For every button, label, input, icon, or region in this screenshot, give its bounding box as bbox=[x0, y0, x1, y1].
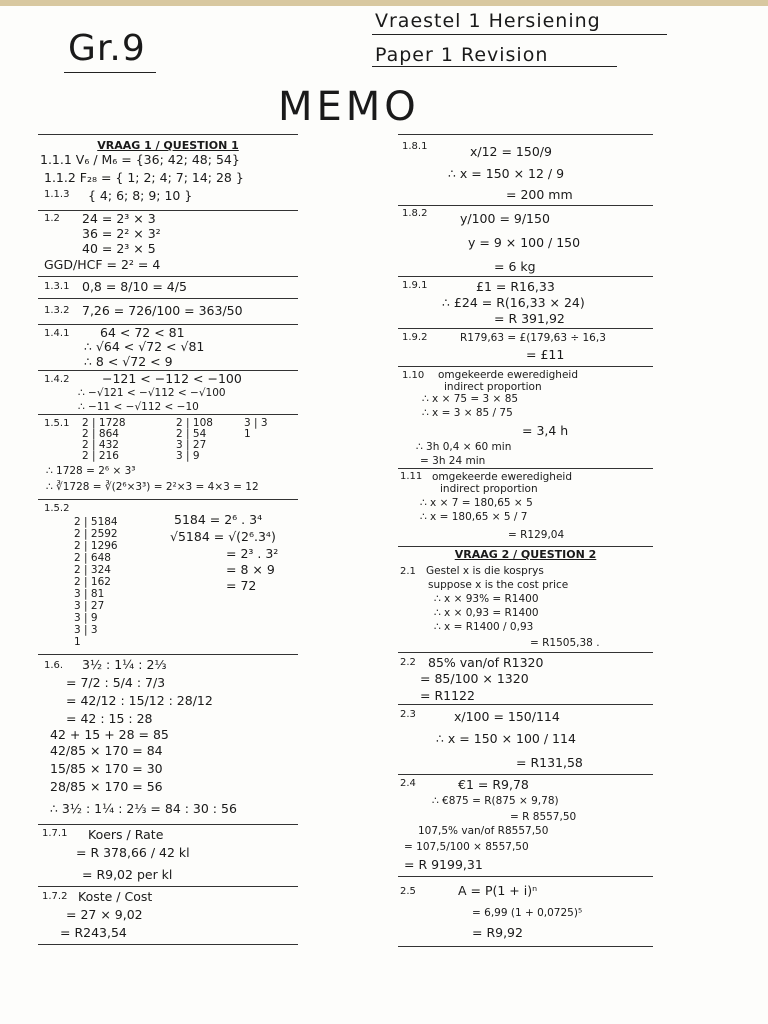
paper-top-edge bbox=[0, 0, 768, 6]
label-2-1: 2.1 bbox=[400, 566, 416, 577]
section-2-2 bbox=[398, 652, 653, 705]
label-1-3-2: 1.3.2 bbox=[44, 305, 70, 316]
answer-1-8-2-b: y = 9 × 100 / 150 bbox=[468, 235, 581, 250]
left-column bbox=[38, 134, 298, 944]
section-1-6 bbox=[38, 654, 298, 825]
division-108-3: 3 | 27 bbox=[176, 439, 207, 451]
answer-2-2-c: = R1122 bbox=[420, 688, 475, 703]
question-2-header: VRAAG 2 / QUESTION 2 bbox=[454, 548, 597, 561]
answer-1-2-c: 40 = 2³ × 5 bbox=[82, 241, 156, 256]
section-2-1 bbox=[398, 546, 653, 653]
answer-1-8-1-c: = 200 mm bbox=[506, 187, 573, 202]
label-1-3-1: 1.3.1 bbox=[44, 281, 70, 292]
section-1-8-2 bbox=[398, 204, 653, 277]
answer-1-2-a: 24 = 2³ × 3 bbox=[82, 211, 156, 226]
title-afrikaans: Vraestel 1 Hersiening bbox=[375, 10, 601, 32]
section-1-7-1 bbox=[38, 824, 298, 887]
section-1-7-2 bbox=[38, 886, 298, 945]
answer-1-5-2-e: = 72 bbox=[226, 578, 257, 593]
label-1-2: 1.2 bbox=[44, 213, 60, 224]
answer-1-9-1-b: ∴ £24 = R(16,33 × 24) bbox=[442, 295, 585, 310]
answer-1-11-b: indirect proportion bbox=[440, 483, 538, 495]
division-108-2: 2 | 54 bbox=[176, 428, 207, 440]
answer-1-5-1-a: ∴ 1728 = 2⁶ × 3³ bbox=[46, 465, 136, 477]
answer-1-9-2-a: R179,63 = £(179,63 ÷ 16,3 bbox=[460, 332, 606, 344]
grade-underline bbox=[64, 72, 156, 73]
answer-2-1-a: Gestel x is die kosprys bbox=[426, 565, 544, 577]
answer-1-5-1-b: ∴ ∛1728 = ∛(2⁶×3³) = 2²×3 = 4×3 = 12 bbox=[46, 481, 259, 493]
division-108-1: 2 | 108 bbox=[176, 417, 213, 429]
section-1-9-2 bbox=[398, 328, 653, 367]
ratio-line-1: 3½ : 1¼ : 2⅓ bbox=[82, 657, 167, 672]
section-1-1 bbox=[38, 134, 298, 211]
ratio-line-2: = 7/2 : 5/4 : 7/3 bbox=[66, 675, 166, 690]
division-1728-3: 2 | 432 bbox=[82, 439, 119, 451]
section-1-3-2 bbox=[38, 298, 298, 325]
answer-1-4-1-a: 64 < 72 < 81 bbox=[100, 325, 185, 340]
answer-1-4-1-c: ∴ 8 < √72 < 9 bbox=[84, 354, 173, 369]
division-5184-9: 3 | 9 bbox=[74, 612, 98, 624]
label-1-8-2: 1.8.2 bbox=[402, 208, 428, 219]
label-1-5-1: 1.5.1 bbox=[44, 418, 70, 429]
title-english: Paper 1 Revision bbox=[375, 44, 549, 66]
ratio-line-9: ∴ 3½ : 1¼ : 2⅓ = 84 : 30 : 56 bbox=[50, 801, 237, 816]
answer-2-4-e: = 107,5/100 × 8557,50 bbox=[404, 841, 529, 853]
answer-2-1-f: = R1505,38 . bbox=[530, 637, 600, 649]
answer-2-5-a: A = P(1 + i)ⁿ bbox=[458, 883, 538, 898]
memo-heading: MEMO bbox=[278, 84, 420, 130]
division-1728-2: 2 | 864 bbox=[82, 428, 119, 440]
ratio-line-8: 28/85 × 170 = 56 bbox=[50, 779, 163, 794]
division-5184-3: 2 | 1296 bbox=[74, 540, 118, 552]
ratio-line-4: = 42 : 15 : 28 bbox=[66, 711, 153, 726]
division-5184-2: 2 | 2592 bbox=[74, 528, 118, 540]
label-2-2: 2.2 bbox=[400, 657, 416, 668]
label-1-4-1: 1.4.1 bbox=[44, 328, 70, 339]
ratio-line-6: 42/85 × 170 = 84 bbox=[50, 743, 163, 758]
label-2-3: 2.3 bbox=[400, 709, 416, 720]
answer-1-10-f: ∴ 3h 0,4 × 60 min bbox=[416, 441, 512, 453]
answer-1-9-1-a: £1 = R16,33 bbox=[476, 279, 555, 294]
answer-1-4-1-b: ∴ √64 < √72 < √81 bbox=[84, 339, 205, 354]
answer-2-4-a: €1 = R9,78 bbox=[458, 777, 529, 792]
answer-2-1-b: suppose x is the cost price bbox=[428, 579, 569, 591]
answer-1-4-2-c: ∴ −11 < −√112 < −10 bbox=[78, 401, 199, 413]
section-1-4-2 bbox=[38, 370, 298, 415]
division-5184-8: 3 | 27 bbox=[74, 600, 105, 612]
answer-1-10-e: = 3,4 h bbox=[522, 423, 569, 438]
label-1-9-2: 1.9.2 bbox=[402, 332, 428, 343]
label-1-8-1: 1.8.1 bbox=[402, 141, 428, 152]
answer-1-11-e: = R129,04 bbox=[508, 529, 565, 541]
label-1-4-2: 1.4.2 bbox=[44, 374, 70, 385]
division-5184-1: 2 | 5184 bbox=[74, 516, 118, 528]
section-1-10 bbox=[398, 366, 653, 469]
answer-2-2-a: 85% van/of R1320 bbox=[428, 655, 544, 670]
section-1-3-1 bbox=[38, 276, 298, 299]
ratio-line-5: 42 + 15 + 28 = 85 bbox=[50, 727, 169, 742]
section-1-8-1 bbox=[398, 134, 653, 206]
label-1-10: 1.10 bbox=[402, 370, 425, 381]
answer-2-3-b: ∴ x = 150 × 100 / 114 bbox=[436, 731, 576, 746]
answer-2-1-d: ∴ x × 0,93 = R1400 bbox=[434, 607, 539, 619]
division-108-4: 3 | 9 bbox=[176, 450, 200, 462]
division-3-2: 1 bbox=[244, 428, 251, 440]
section-2-4 bbox=[398, 774, 653, 877]
answer-1-4-2-a: −121 < −112 < −100 bbox=[102, 371, 242, 386]
answer-2-3-a: x/100 = 150/114 bbox=[454, 709, 560, 724]
section-2-5 bbox=[398, 876, 653, 947]
label-1-7-2: 1.7.2 bbox=[42, 891, 68, 902]
section-1-5-1 bbox=[38, 414, 298, 500]
section-2-3 bbox=[398, 704, 653, 775]
right-column bbox=[398, 134, 653, 946]
section-1-4-1 bbox=[38, 324, 298, 371]
answer-1-9-1-c: = R 391,92 bbox=[494, 311, 565, 326]
answer-1-5-2-d: = 8 × 9 bbox=[226, 562, 275, 577]
section-1-9-1 bbox=[398, 276, 653, 329]
answer-1-9-2-b: = £11 bbox=[526, 347, 565, 362]
division-5184-6: 2 | 162 bbox=[74, 576, 111, 588]
division-5184-7: 3 | 81 bbox=[74, 588, 105, 600]
label-2-4: 2.4 bbox=[400, 778, 416, 789]
division-5184-4: 2 | 648 bbox=[74, 552, 111, 564]
answer-1-7-2-c: = R243,54 bbox=[60, 925, 127, 940]
section-1-2 bbox=[38, 209, 298, 277]
answer-1-10-g: = 3h 24 min bbox=[420, 455, 486, 467]
ratio-line-7: 15/85 × 170 = 30 bbox=[50, 761, 163, 776]
answer-2-3-c: = R131,58 bbox=[516, 755, 583, 770]
division-5184-5: 2 | 324 bbox=[74, 564, 111, 576]
label-1-11: 1.11 bbox=[400, 471, 423, 482]
answer-1-8-1-b: ∴ x = 150 × 12 / 9 bbox=[448, 166, 565, 181]
label-2-5: 2.5 bbox=[400, 886, 416, 897]
answer-1-4-2-b: ∴ −√121 < −√112 < −√100 bbox=[78, 387, 226, 399]
answer-1-5-2-c: = 2³ . 3² bbox=[226, 546, 279, 561]
answer-1-5-2-a: 5184 = 2⁶ . 3⁴ bbox=[174, 512, 263, 527]
answer-1-7-2-a: Koste / Cost bbox=[78, 889, 153, 904]
label-1-1-3: 1.1.3 bbox=[44, 189, 70, 200]
answer-1-2-hcf: GGD/HCF = 2² = 4 bbox=[44, 257, 161, 272]
answer-1-7-1-b: = R 378,66 / 42 kl bbox=[76, 845, 190, 860]
answer-1-8-2-a: y/100 = 9/150 bbox=[460, 211, 550, 226]
division-5184-11: 1 bbox=[74, 636, 81, 648]
answer-2-2-b: = 85/100 × 1320 bbox=[420, 671, 529, 686]
division-3-1: 3 | 3 bbox=[244, 417, 268, 429]
answer-1-5-2-b: √5184 = √(2⁶.3⁴) bbox=[170, 529, 276, 544]
answer-1-7-2-b: = 27 × 9,02 bbox=[66, 907, 143, 922]
answer-1-1-2: 1.1.2 F₂₈ = { 1; 2; 4; 7; 14; 28 } bbox=[44, 170, 244, 185]
answer-1-10-d: ∴ x = 3 × 85 / 75 bbox=[422, 407, 513, 419]
answer-1-3-2: 7,26 = 726/100 = 363/50 bbox=[82, 303, 243, 318]
title-underline-1 bbox=[372, 34, 667, 35]
answer-1-11-a: omgekeerde eweredigheid bbox=[432, 471, 572, 483]
answer-2-4-d: 107,5% van/of R8557,50 bbox=[418, 825, 549, 837]
label-1-5-2: 1.5.2 bbox=[44, 503, 70, 514]
answer-1-3-1: 0,8 = 8/10 = 4/5 bbox=[82, 279, 187, 294]
answer-2-5-c: = R9,92 bbox=[472, 925, 523, 940]
division-1728-4: 2 | 216 bbox=[82, 450, 119, 462]
ratio-line-3: = 42/12 : 15/12 : 28/12 bbox=[66, 693, 213, 708]
answer-1-8-1-a: x/12 = 150/9 bbox=[470, 144, 552, 159]
answer-1-7-1-c: = R9,02 per kl bbox=[82, 867, 173, 882]
answer-1-11-d: ∴ x = 180,65 × 5 / 7 bbox=[420, 511, 528, 523]
label-1-9-1: 1.9.1 bbox=[402, 280, 428, 291]
answer-1-7-1-a: Koers / Rate bbox=[88, 827, 164, 842]
answer-2-1-c: ∴ x × 93% = R1400 bbox=[434, 593, 539, 605]
answer-2-4-c: = R 8557,50 bbox=[510, 811, 577, 823]
answer-1-8-2-c: = 6 kg bbox=[494, 259, 536, 274]
answer-1-10-b: indirect proportion bbox=[444, 381, 542, 393]
answer-1-1-1: 1.1.1 V₆ / M₆ = {36; 42; 48; 54} bbox=[40, 152, 240, 167]
answer-2-1-e: ∴ x = R1400 / 0,93 bbox=[434, 621, 534, 633]
answer-1-10-a: omgekeerde eweredigheid bbox=[438, 369, 578, 381]
answer-1-10-c: ∴ x × 75 = 3 × 85 bbox=[422, 393, 519, 405]
answer-2-4-f: = R 9199,31 bbox=[404, 857, 483, 872]
section-1-11 bbox=[398, 468, 653, 547]
label-1-7-1: 1.7.1 bbox=[42, 828, 68, 839]
answer-2-4-b: ∴ €875 = R(875 × 9,78) bbox=[432, 795, 559, 807]
label-1-6: 1.6. bbox=[44, 660, 64, 671]
title-underline-2 bbox=[372, 66, 617, 67]
division-1728-1: 2 | 1728 bbox=[82, 417, 126, 429]
answer-1-1-3: { 4; 6; 8; 9; 10 } bbox=[88, 188, 193, 203]
division-5184-10: 3 | 3 bbox=[74, 624, 98, 636]
grade-label: Gr.9 bbox=[68, 28, 146, 69]
answer-1-2-b: 36 = 2² × 3² bbox=[82, 226, 161, 241]
section-1-5-2 bbox=[38, 499, 298, 655]
answer-2-5-b: = 6,99 (1 + 0,0725)⁵ bbox=[472, 907, 583, 919]
answer-1-11-c: ∴ x × 7 = 180,65 × 5 bbox=[420, 497, 533, 509]
question-1-header: VRAAG 1 / QUESTION 1 bbox=[97, 139, 239, 152]
